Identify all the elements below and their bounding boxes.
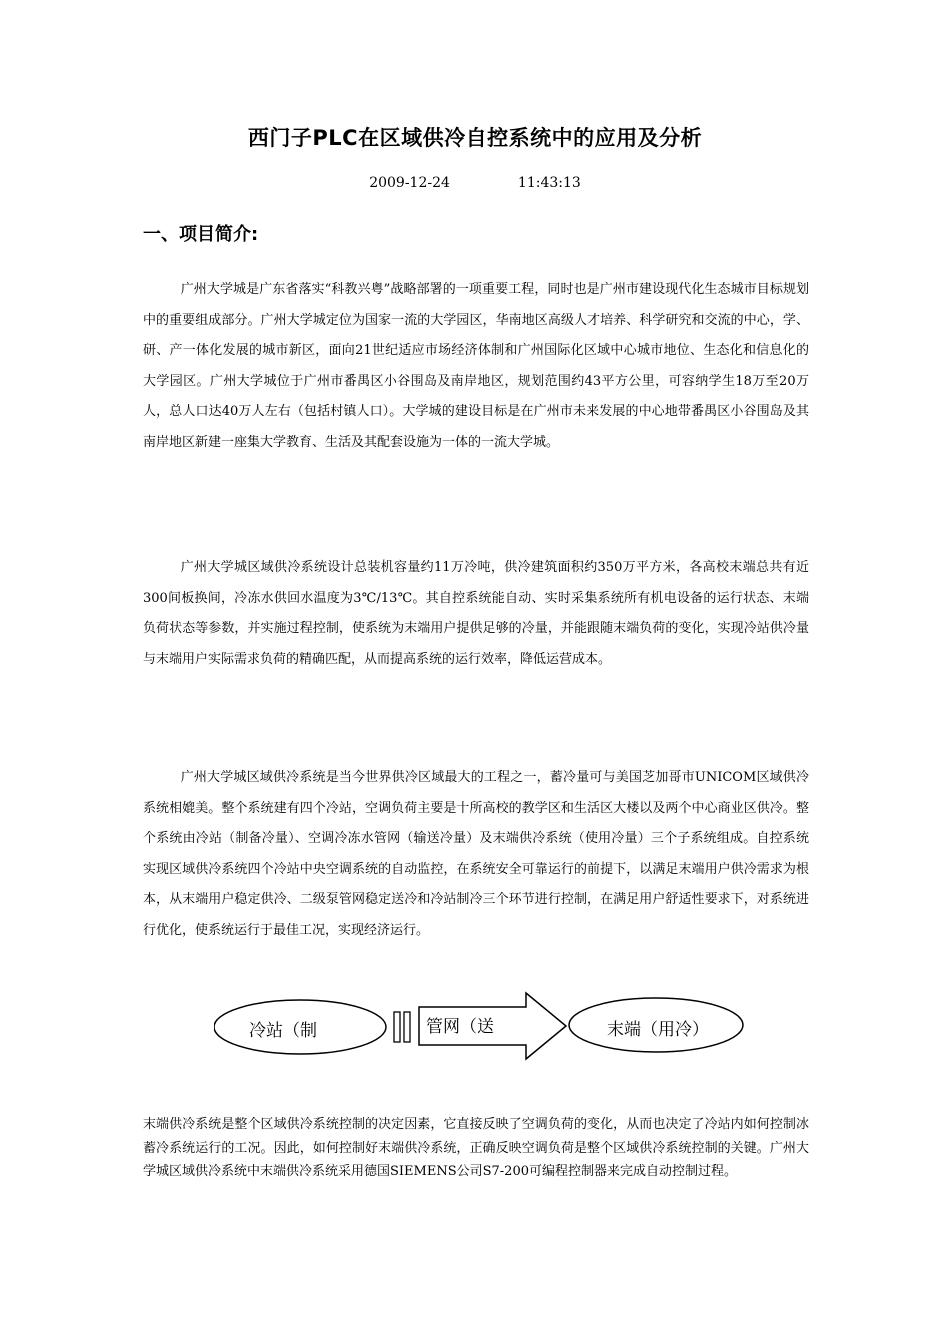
section-heading: 一、项目简介: (143, 224, 259, 245)
publish-datetime (0, 175, 950, 191)
cold-station-label: 冷站（制 (249, 1021, 317, 1041)
connector-bar-2 (404, 1012, 410, 1042)
terminal-label: 末端（用冷） (607, 1020, 709, 1040)
paragraph-3: 广州大学城区域供冷系统是当今世界供冷区域最大的工程之一，蓄冷量可与美国芝加哥市UNICOM区域供冷系统相媲美。整个系统建有四个冷站，空调负荷主要是十所高校的教学区和生活区大楼以及两个中心商业区供冷。整个系统由冷站（制备冷量）、空调冷冻水管网（输送冷量）及末端供冷系统（使用冷量）三个子系统组成。自控系统实现区域供冷系统四个冷站中央空调系统的自动监控，在系统安全可靠运行的前提下，以满足末端用户供冷需求为根本，从末端用户稳定供冷、二级泵管网稳定送冷和冷站制冷三个环节进行控制，在满足用户舒适性要求下，对系统进行优化，使系统运行于最佳工况，实现经济运行。 (143, 770, 809, 938)
flow-diagram (214, 990, 744, 1062)
paragraph-1: 广州大学城是广东省落实“科教兴粤”战略部署的一项重要工程，同时也是广州市建设现代化生态城市目标规划中的重要组成部分。广州大学城定位为国家一流的大学园区，华南地区高级人才培养、科学研究和交流的中心，学、研、产一体化发展的城市新区，面向21世纪适应市场经济体制和广州国际化区域中心城市地位、生态化和信息化的大学园区。广州大学城位于广州市番禺区小谷围岛及南岸地区，规划范围约43平方公里，可容纳学生18万至20万人，总人口达40万人左右（包括村镇人口）。大学城的建设目标是在广州市未来发展的中心地带番禺区小谷围岛及其南岸地区新建一座集大学教育、生活及其配套设施为一体的一流大学城。 (143, 282, 809, 450)
publish-time: 11:43:13 (517, 175, 581, 191)
publish-date: 2009-12-24 (369, 175, 450, 191)
pipe-network-label: 管网（送 (426, 1017, 494, 1037)
closing-paragraph: 末端供冷系统是整个区域供冷系统控制的决定因素，它直接反映了空调负荷的变化，从而也决定了冷站内如何控制冰蓄冷系统运行的工况。因此，如何控制好末端供冷系统，正确反映空调负荷是整个区域供冷系统控制的关键。广州大学城区域供冷系统中末端供冷系统采用德国SIEMENS公司S7-200可编程控制器来完成自动控制过程。 (143, 1117, 809, 1179)
document-title: 西门子PLC在区域供冷自控系统中的应用及分析 (247, 126, 703, 150)
paragraph-2: 广州大学城区域供冷系统设计总装机容量约11万冷吨，供冷建筑面积约350万平方米，各高校末端总共有近300间板换间，冷冻水供回水温度为3℃/13℃。其自控系统能自动、实时采集系统所有机电设备的运行状态、末端负荷状态等参数，并实施过程控制，使系统为末端用户提供足够的冷量，并能跟随末端负荷的变化，实现冷站供冷量与末端用户实际需求负荷的精确匹配，从而提高系统的运行效率，降低运营成本。 (143, 560, 809, 667)
connector-bar-1 (394, 1012, 400, 1042)
